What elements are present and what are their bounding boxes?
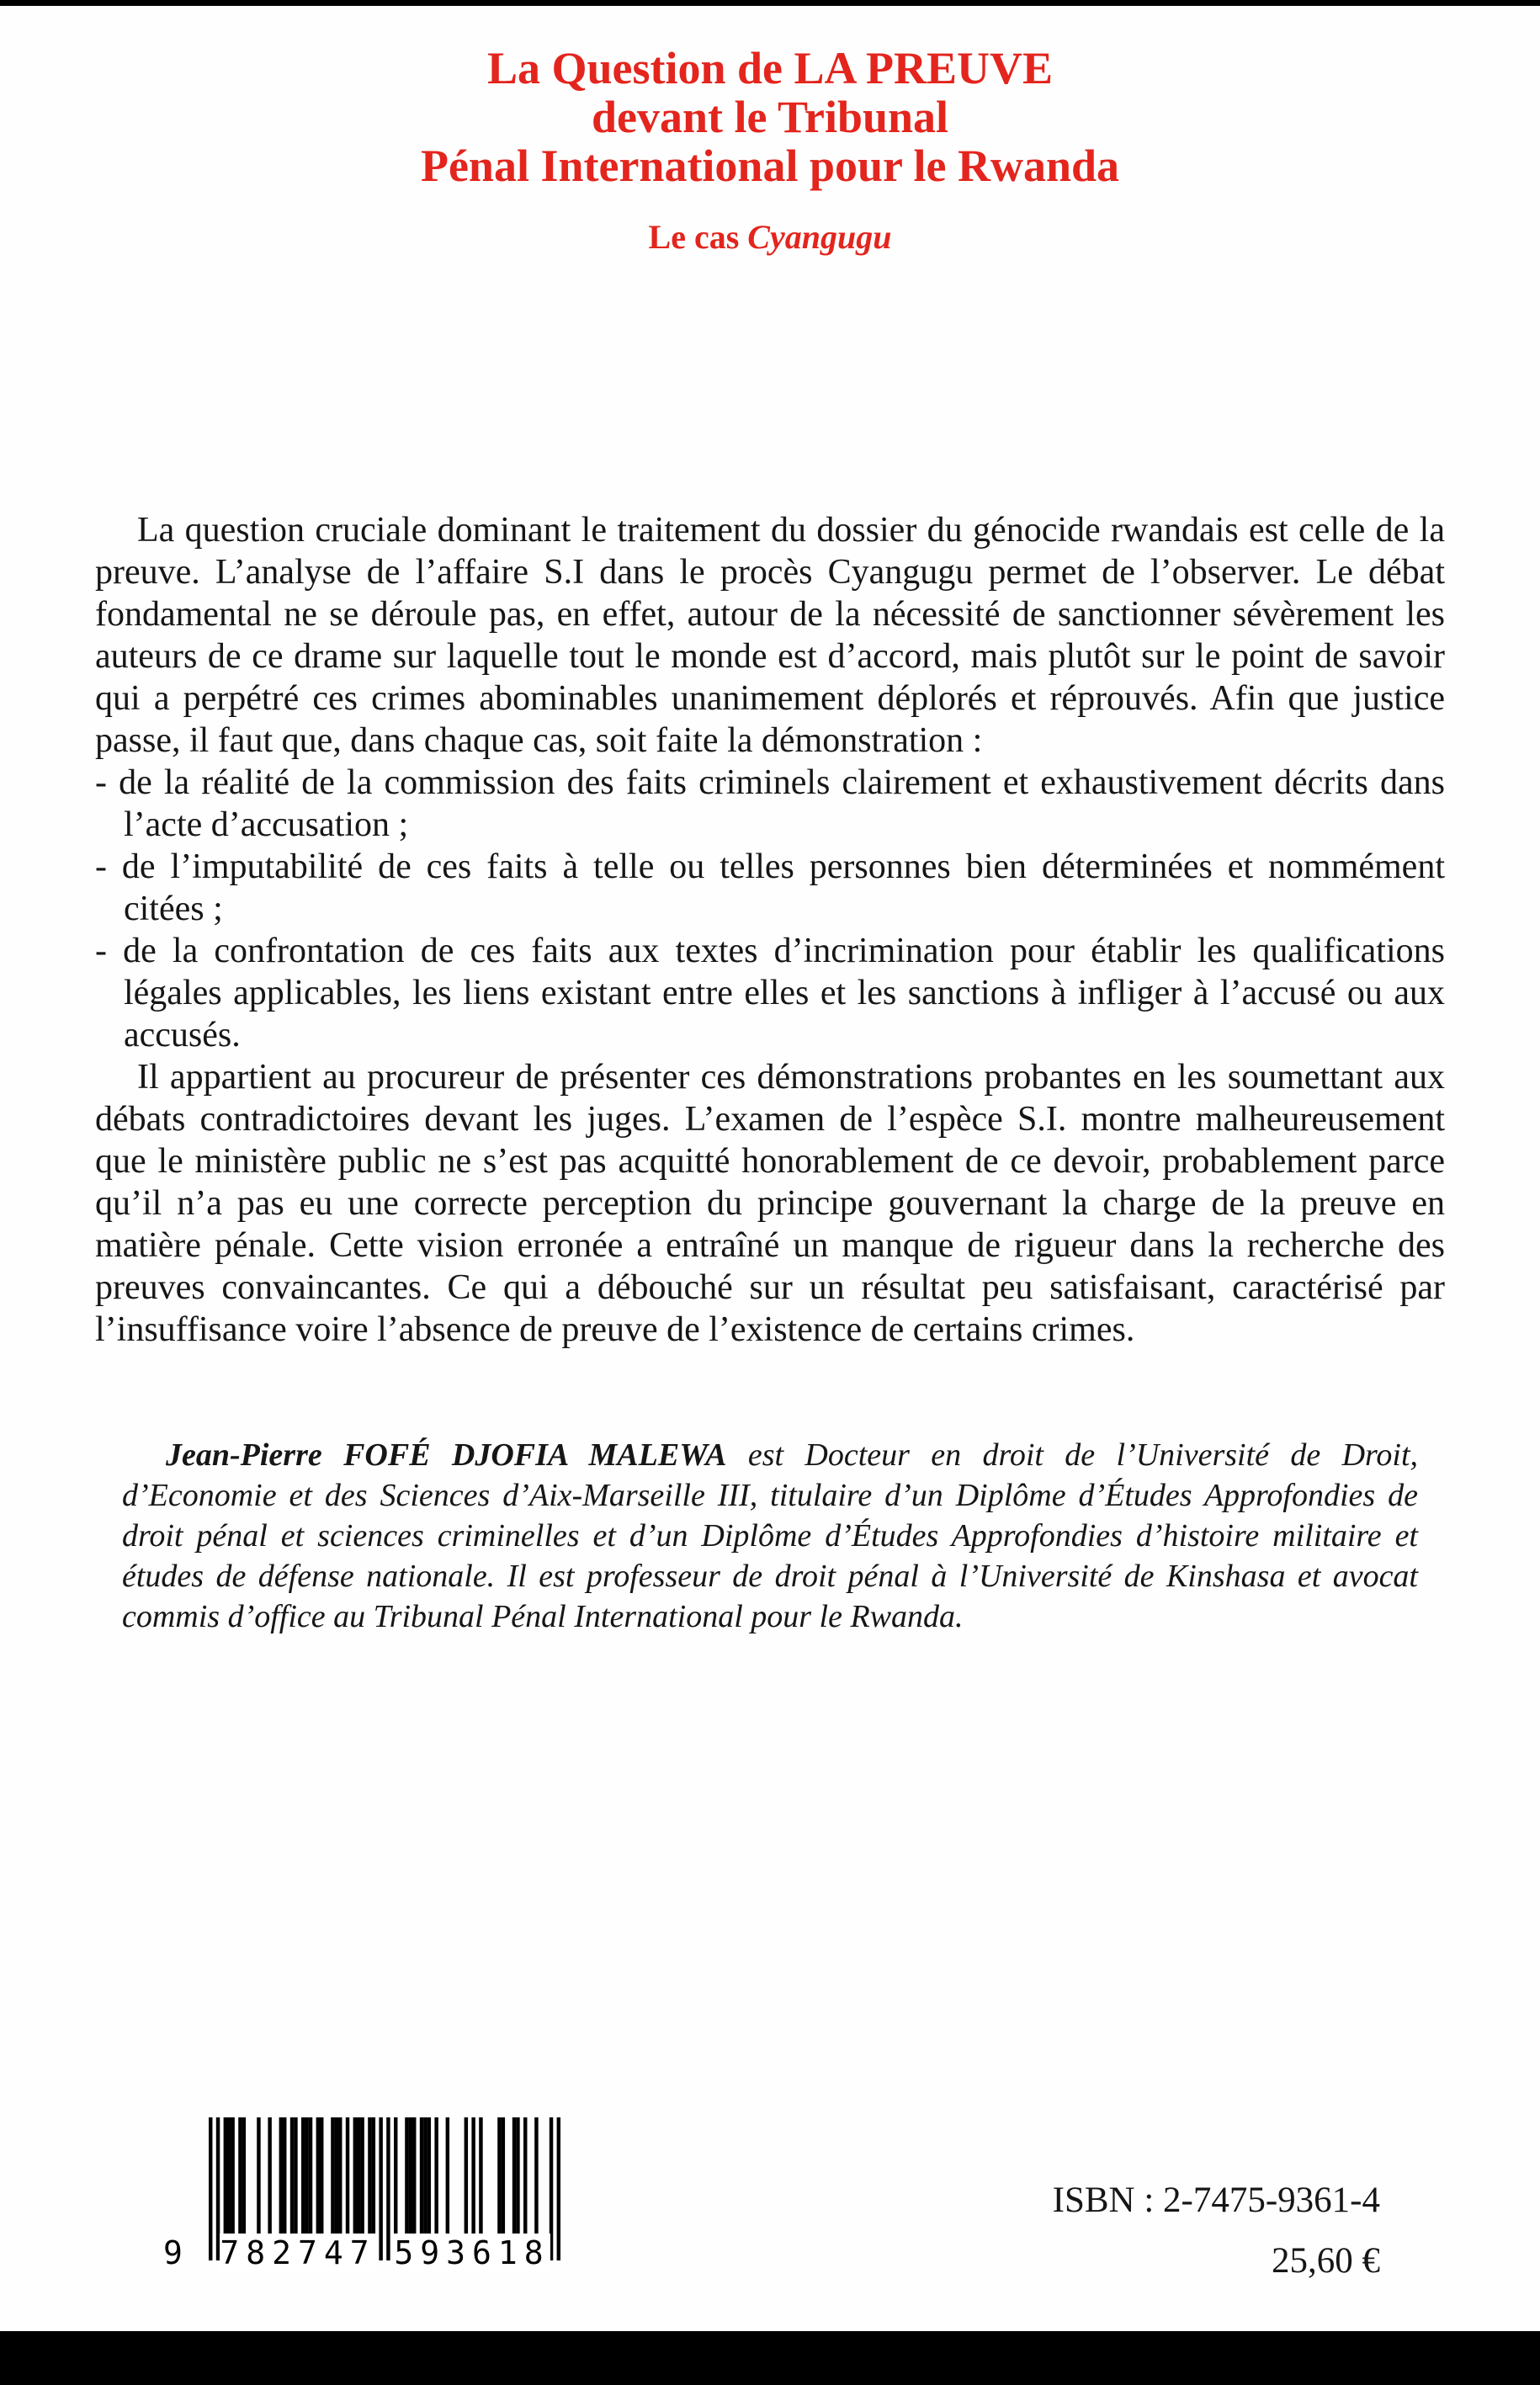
title-line-2: devant le Tribunal [591, 92, 949, 142]
barcode [160, 2117, 564, 2279]
demonstration-list [95, 762, 1445, 1056]
synopsis-paragraph-2: Il appartient au procureur de présenter ces démonstrations probantes en les soumettant aux débats contradictoires devant les juges. L’examen de l’espèce S.I. montre malheureusement que le ministère public ne s’est pas acquitté honorablement de ce devoir, probablement parce qu’il n’a pas eu une correcte perception du principe gouvernant la charge de la preuve en matière pénale. Cette vision erronée a entraîné un manque de rigueur dans la recherche des preuves convaincantes. Ce qui a débouché sur un résultat peu satisfaisant, caractérisé par l’insuffisance voire l’absence de preuve de l’existence de certains crimes. [95, 1058, 1445, 1349]
isbn-text: ISBN : 2-7475-9361-4 [1052, 2180, 1380, 2220]
title-line-3: Pénal International pour le Rwanda [420, 141, 1120, 191]
title-line-1: La Question de LA PREUVE [486, 43, 1054, 93]
book-subtitle [0, 217, 1540, 257]
list-item: - de la réalité de la commission des faits criminels clairement et exhaustivement décrits dans l’acte d’accusation ; [95, 763, 1445, 844]
barcode-digits-right: 593618 [394, 2234, 550, 2271]
synopsis-paragraph-1: La question cruciale dominant le traitement du dossier du génocide rwandais est celle de la preuve. L’analyse de l’affaire S.I dans le procès Cyangugu permet de l’observer. Le débat fondamental ne se déroule pas, en effet, autour de la nécessité de sanctionner sévèrement les auteurs de ce drame sur laquelle tout le monde est d’accord, mais plutôt sur le point de savoir qui a perpétré ces crimes abominables unanimement déplorés et réprouvés. Afin que justice passe, il faut que, dans chaque cas, soit faite la démonstration : [95, 511, 1445, 760]
author-bio-text: est Docteur en droit de l’Université de Droit, d’Economie et des Sciences d’Aix-Marseille III, titulaire d’un Diplôme d’Études Approfondies de droit pénal et sciences criminelles et d’un Diplôme d’Études Approfondies d’histoire militaire et études de défense nationale. Il est professeur de droit pénal à l’Université de Kinshasa et avocat commis d’office au Tribunal Pénal International pour le Rwanda. [122, 1437, 1419, 1634]
list-item: - de l’imputabilité de ces faits à telle ou telles personnes bien déterminées et nommément citées ; [95, 847, 1445, 928]
subtitle-case-name: Cyangugu [747, 218, 892, 256]
subtitle-prefix: Le cas [648, 218, 748, 256]
price-text: 25,60 € [1272, 2241, 1380, 2281]
top-edge-bar [0, 0, 1540, 6]
synopsis [95, 509, 1445, 1351]
book-title [0, 44, 1540, 190]
title-block [0, 44, 1540, 257]
author-bio [122, 1435, 1418, 1637]
barcode-digit-first: 9 [163, 2234, 183, 2271]
author-name: Jean-Pierre FOFÉ DJOFIA MALEWA [166, 1437, 727, 1473]
author-bio-paragraph [122, 1435, 1418, 1637]
bottom-edge-bar [0, 2331, 1540, 2385]
list-item: - de la confrontation de ces faits aux textes d’incrimination pour établir les qualifications légales applicables, les liens existant entre elles et les sanctions à infliger à l’accusé ou aux accusés. [95, 932, 1445, 1054]
barcode-digits-left: 782747 [220, 2234, 376, 2271]
